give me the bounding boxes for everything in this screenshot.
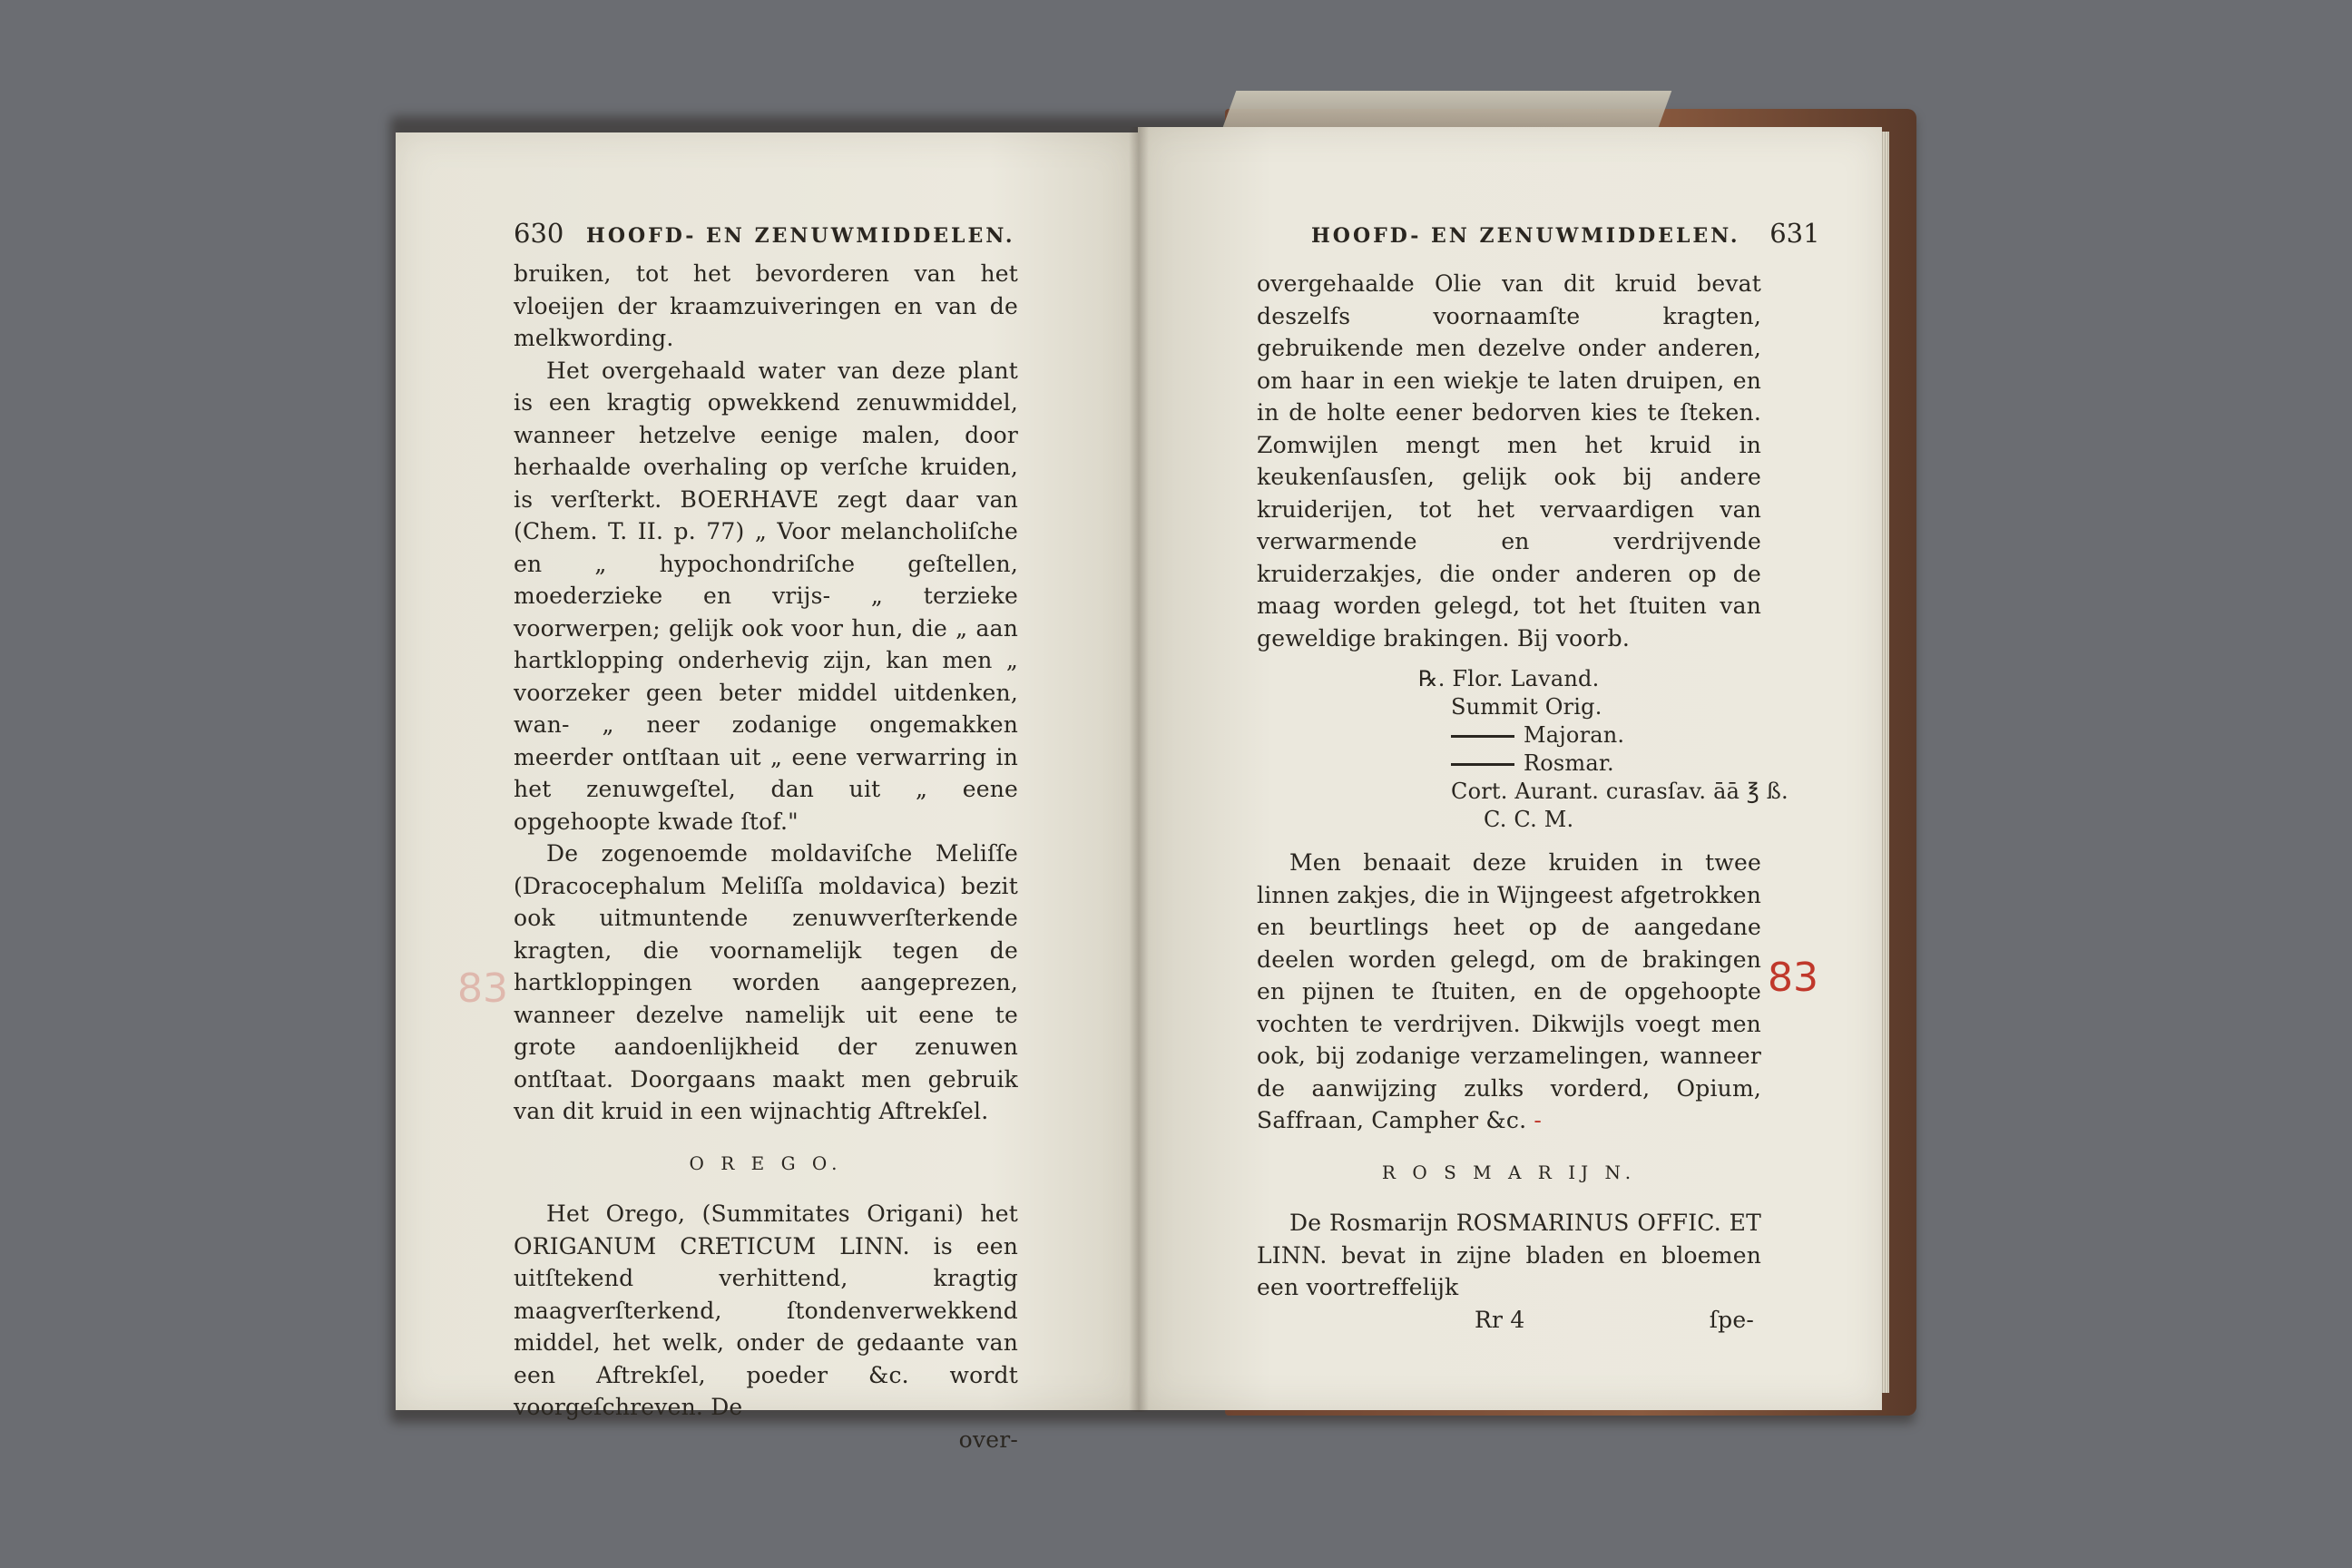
right-catchword: ſpe- [1709,1306,1754,1333]
recipe-line: Summit Orig. [1451,694,1602,720]
torn-spine-strip [1223,91,1672,127]
faint-offset-mark: 83 [457,965,508,1012]
right-running-head [1311,218,1820,249]
left-head-title: HOOFD- EN ZENUWMIDDELEN. [586,224,1015,248]
left-paragraph: De zogenoemde moldaviſche Meliſſe (Dracocephalum Meliſſa moldavica) bezit ook uitmuntende zenuwverſterkende kragten, die voornamelijk tegen de hartkloppingen worden aangeprezen, wanneer dezelve namelijk uit eene te grote aandoenlijkheid der zenuwen ontſtaat. Doorgaans maakt men gebruik van dit kruid in een wijnachtig Aftrekſel. [514,840,1018,1124]
right-paragraph: overgehaalde Olie van dit kruid bevat deszelfs voornaamſte kragten, gebruikende men dezelve onder anderen, om haar in een wiekje te laten druipen, en in de holte eener bedorven kies te ſteken. Zomwijlen mengt men het kruid in keukenſausſen, gelijk ook bij andere kruiderijen, tot het vervaardigen van verwarmende en verdrijvende kruiderzakjes, die onder anderen op de maag worden gelegd, tot het ſtuiten van geweldige brakingen. Bij voorb. [1257,270,1761,652]
right-head-title: HOOFD- EN ZENUWMIDDELEN. [1311,224,1740,248]
left-paragraph: bruiken, tot het bevorderen van het vloeijen der kraamzuiveringen en van de melkwording. [514,260,1018,351]
recipe-line: Cort. Aurant. curasſav. āā ℥ ß. [1451,779,1788,804]
left-paragraph: Het Orego, (Summitates Origani) het ORIGANUM CRETICUM LINN. is een uitſtekend verhittend, kragtig maagverſterkend, ſtondenverwekkend middel, het welk, onder de gedaante van een Aftrekſel, poeder &c. wordt voorgeſchreven. De [514,1200,1018,1420]
recipe-line: ℞. Flor. Lavand. [1418,666,1600,691]
recipe-line: C. C. M. [1484,807,1574,832]
ditto-dash [1451,735,1514,738]
left-paragraph: Het overgehaald water van deze plant is een kragtig opwekkend zenuwmiddel, wanneer hetzelve eenige malen, door herhaalde overhaling op verſche kruiden, is verſterkt. BOERHAVE zegt daar van (Chem. T. II. p. 77) „ Voor melancholiſche en „ hypochondriſche geſtellen, moederzieke en vrijs- „ terzieke voorwerpen; gelijk ook voor hun, die „ aan hartklopping onderhevig zijn, kan men „ voorzeker geen beter middel uitdenken, wan- „ neer zodanige ongemakken meerder ontſtaan uit „ eene verwarring in het zenuwgeſtel, dan uit „ eene opgehoopte kwade ſtof." [514,357,1018,835]
ditto-dash [1451,763,1514,766]
right-paragraph: Men benaait deze kruiden in twee linnen zakjes, die in Wijngeest afgetrokken en beurtlings heet op de aangedane deelen worden gelegd, om de brakingen en pijnen te ſtuiten, en de opgehoopte vochten te verdrijven. Dikwijls voegt men ook, bij zodanige verzamelingen, wanneer de aanwijzing zulks vorderd, Opium, Saffraan, Campher &c. - [1257,849,1761,1133]
right-page-number: 631 [1769,218,1820,249]
right-paragraph: De Rosmarijn ROSMARINUS OFFIC. ET LINN. bevat in zijne bladen en bloemen een voortreffelijk [1257,1210,1761,1300]
left-page-number: 630 [514,218,564,249]
recipe-line: Majoran. [1524,722,1625,748]
section-title-rosmarijn: R O S M A R IJ N. [1381,1161,1637,1183]
section-title-orego: O R E G O. [689,1152,843,1174]
signature-mark: Rr 4 [1475,1306,1525,1333]
left-body-text [514,258,1018,1455]
book-gutter [1129,127,1149,1412]
right-body-text [1257,268,1788,1337]
left-catchword: over- [958,1426,1018,1453]
right-footer-line [1257,1304,1761,1337]
left-running-head [514,218,1015,249]
recipe-line: Rosmar. [1524,750,1614,776]
recipe-block [1418,665,1788,834]
handwritten-page-count: 83 [1768,955,1818,1001]
